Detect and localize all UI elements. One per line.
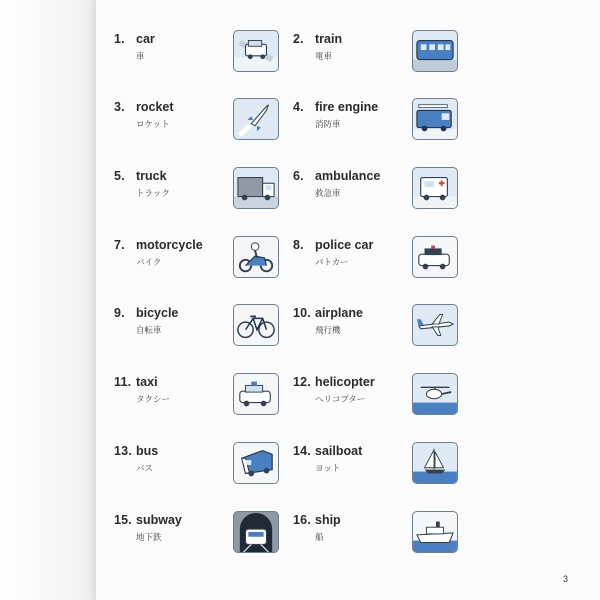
car-icon xyxy=(233,30,279,72)
item-japanese: 救急車 xyxy=(315,188,341,198)
item-japanese: ヨット xyxy=(315,463,341,473)
subway-icon xyxy=(233,511,279,553)
item-japanese: トラック xyxy=(136,188,170,198)
item-number: 8. xyxy=(293,238,304,252)
item-word: sailboat xyxy=(315,444,363,458)
item-word: motorcycle xyxy=(136,238,203,252)
item-word: truck xyxy=(136,169,167,183)
item-word: bus xyxy=(136,444,159,458)
item-word: helicopter xyxy=(315,375,375,389)
item-number: 2. xyxy=(293,32,304,46)
page-number: 3 xyxy=(563,574,569,584)
item-japanese: バイク xyxy=(136,257,162,267)
rocket-icon xyxy=(233,98,279,140)
truck-icon xyxy=(233,167,279,209)
item-number: 13. xyxy=(114,444,132,458)
taxi-icon xyxy=(233,373,279,415)
train-icon xyxy=(412,30,458,72)
item-japanese: 地下鉄 xyxy=(136,532,162,542)
motorcycle-icon xyxy=(233,236,279,278)
item-number: 3. xyxy=(114,100,125,114)
item-number: 5. xyxy=(114,169,125,183)
item-word: taxi xyxy=(136,375,158,389)
item-japanese: 電車 xyxy=(315,51,333,61)
item-number: 16. xyxy=(293,513,311,527)
item-japanese: 自転車 xyxy=(136,325,162,335)
item-japanese: ロケット xyxy=(136,119,170,129)
sailboat-icon xyxy=(412,442,458,484)
item-word: subway xyxy=(136,513,182,527)
item-japanese: 船 xyxy=(315,532,324,542)
helicopter-icon xyxy=(412,373,458,415)
ship-icon xyxy=(412,511,458,553)
airplane-icon xyxy=(412,304,458,346)
ambulance-icon xyxy=(412,167,458,209)
item-word: car xyxy=(136,32,155,46)
item-japanese: ヘリコプター xyxy=(315,394,366,404)
item-word: rocket xyxy=(136,100,174,114)
item-japanese: 消防車 xyxy=(315,119,341,129)
item-number: 15. xyxy=(114,513,132,527)
bus-icon xyxy=(233,442,279,484)
item-word: ambulance xyxy=(315,169,381,183)
item-word: train xyxy=(315,32,343,46)
item-japanese: タクシー xyxy=(136,394,171,404)
item-word: bicycle xyxy=(136,306,179,320)
item-japanese: バス xyxy=(136,463,154,473)
item-number: 7. xyxy=(114,238,125,252)
item-number: 4. xyxy=(293,100,304,114)
police-car-icon xyxy=(412,236,458,278)
item-japanese: パトカー xyxy=(315,257,349,267)
page-gutter xyxy=(0,0,96,600)
item-japanese: 飛行機 xyxy=(315,325,341,335)
item-number: 11. xyxy=(114,375,132,389)
fire-engine-icon xyxy=(412,98,458,140)
item-word: airplane xyxy=(315,306,363,320)
item-number: 14. xyxy=(293,444,311,458)
item-number: 10. xyxy=(293,306,311,320)
item-number: 6. xyxy=(293,169,304,183)
item-word: ship xyxy=(315,513,341,527)
item-number: 12. xyxy=(293,375,311,389)
item-word: police car xyxy=(315,238,374,252)
item-japanese: 車 xyxy=(136,51,145,61)
item-number: 1. xyxy=(114,32,125,46)
vocabulary-page xyxy=(96,0,600,600)
item-word: fire engine xyxy=(315,100,379,114)
item-number: 9. xyxy=(114,306,125,320)
bicycle-icon xyxy=(233,304,279,346)
